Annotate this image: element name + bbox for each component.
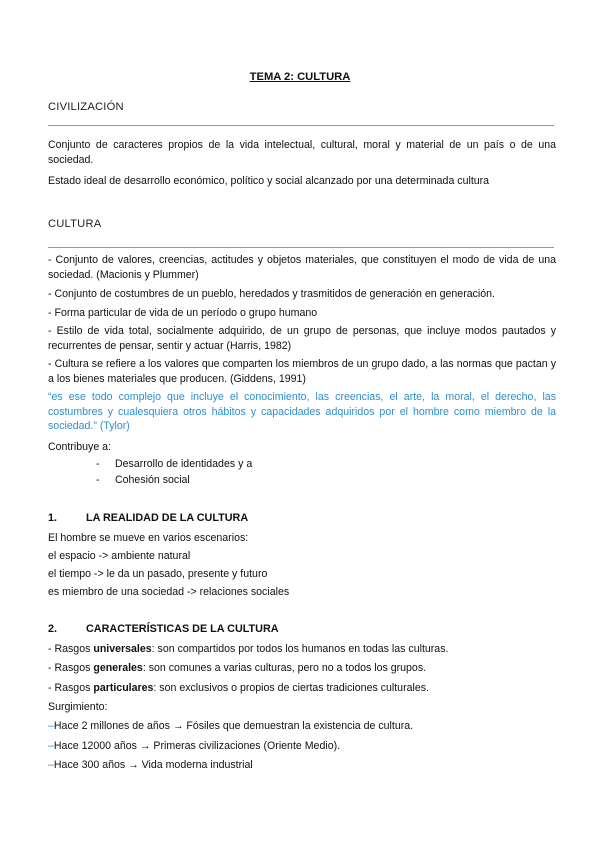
rasgo-term: particulares [93, 682, 154, 694]
section-1-heading [48, 512, 248, 524]
cultura-definition-2: - Conjunto de costumbres de un pueblo, heredados y trasmitidos de generación en generación. [48, 288, 495, 300]
contribuye-label: Contribuye a: [48, 441, 112, 453]
realidad-line-2: el espacio -> ambiente natural [48, 550, 191, 562]
section-2-title: CARACTERÍSTICAS DE LA CULTURA [86, 623, 279, 635]
timeline-item [48, 758, 253, 772]
cultura-heading: CULTURA [48, 218, 102, 230]
realidad-line-4: es miembro de una sociedad -> relaciones sociales [48, 586, 290, 598]
rasgo-prefix: - Rasgos [48, 643, 94, 655]
section-1-number: 1. [48, 512, 58, 524]
rasgo-term: generales [93, 662, 143, 674]
cultura-divider [48, 247, 554, 248]
section-2-number: 2. [48, 623, 58, 635]
rasgo-description: : son exclusivos o propios de ciertas tradiciones culturales. [153, 682, 429, 694]
timeline-dash: – [48, 759, 54, 771]
bullet-dash: - [96, 458, 100, 470]
rasgo-term: universales [93, 643, 152, 655]
cultura-definition-1: - Conjunto de valores, creencias, actitudes y objetos materiales, que constituyen el modo de vida de una sociedad. (Macionis y Plummer) [48, 254, 556, 281]
page-title: TEMA 2: CULTURA [249, 71, 351, 83]
timeline-item [48, 739, 340, 753]
rasgo-prefix: - Rasgos [48, 682, 94, 694]
civilizacion-definition-2: Estado ideal de desarrollo económico, político y social alcanzado por una determinada cultura [48, 175, 490, 187]
timeline-text: Hace 12000 años → Primeras civilizaciones (Oriente Medio). [53, 740, 341, 752]
rasgo-particulares [48, 681, 429, 695]
contribuye-item [96, 458, 252, 470]
timeline-dash: – [48, 720, 54, 732]
cultura-definition-5: - Cultura se refiere a los valores que comparten los miembros de un grupo dado, a las normas que pactan y a los bienes materiales que producen. (Giddens, 1991) [48, 358, 556, 385]
contribuye-item [96, 474, 190, 486]
cultura-definition-4: - Estilo de vida total, socialmente adquirido, de un grupo de personas, que incluye modos pautados y recurrentes de pensar, sentir y actuar (Harris, 1982) [48, 325, 556, 352]
rasgo-description: : son compartidos por todos los humanos en todas las culturas. [151, 643, 449, 655]
contribuye-item-text: Cohesión social [115, 474, 190, 486]
bullet-dash: - [96, 474, 100, 486]
rasgo-description: : son comunes a varias culturas, pero no a todos los grupos. [142, 662, 427, 674]
rasgo-prefix: - Rasgos [48, 662, 94, 674]
timeline-item [48, 719, 413, 733]
civilizacion-definition-1: Conjunto de caracteres propios de la vida intelectual, cultural, moral y material de un país o de una sociedad. [48, 139, 556, 166]
tylor-quote: “es ese todo complejo que incluye el conocimiento, las creencias, el arte, la moral, el derecho, las costumbres y cualesquiera otros hábitos y capacidades adquiridos por el hombre como miembro de la sociedad.” (Tylor) [48, 391, 556, 432]
contribuye-item-text: Desarrollo de identidades y a [115, 458, 253, 470]
surgimiento-label: Surgimiento: [48, 701, 108, 713]
realidad-line-3: el tiempo -> le da un pasado, presente y futuro [48, 568, 268, 580]
rasgo-universales [48, 642, 448, 656]
section-2-heading [48, 623, 279, 635]
realidad-line-1: El hombre se mueve en varios escenarios: [48, 532, 249, 544]
cultura-definition-3: - Forma particular de vida de un período o grupo humano [48, 307, 318, 319]
rasgo-generales [48, 661, 426, 675]
section-1-title: LA REALIDAD DE LA CULTURA [86, 512, 249, 524]
timeline-text: Hace 2 millones de años → Fósiles que demuestran la existencia de cultura. [53, 720, 414, 732]
timeline-text: Hace 300 años → Vida moderna industrial [53, 759, 253, 771]
civilizacion-heading: CIVILIZACIÓN [48, 101, 124, 113]
civilizacion-divider [48, 125, 554, 126]
timeline-dash: – [48, 740, 54, 752]
